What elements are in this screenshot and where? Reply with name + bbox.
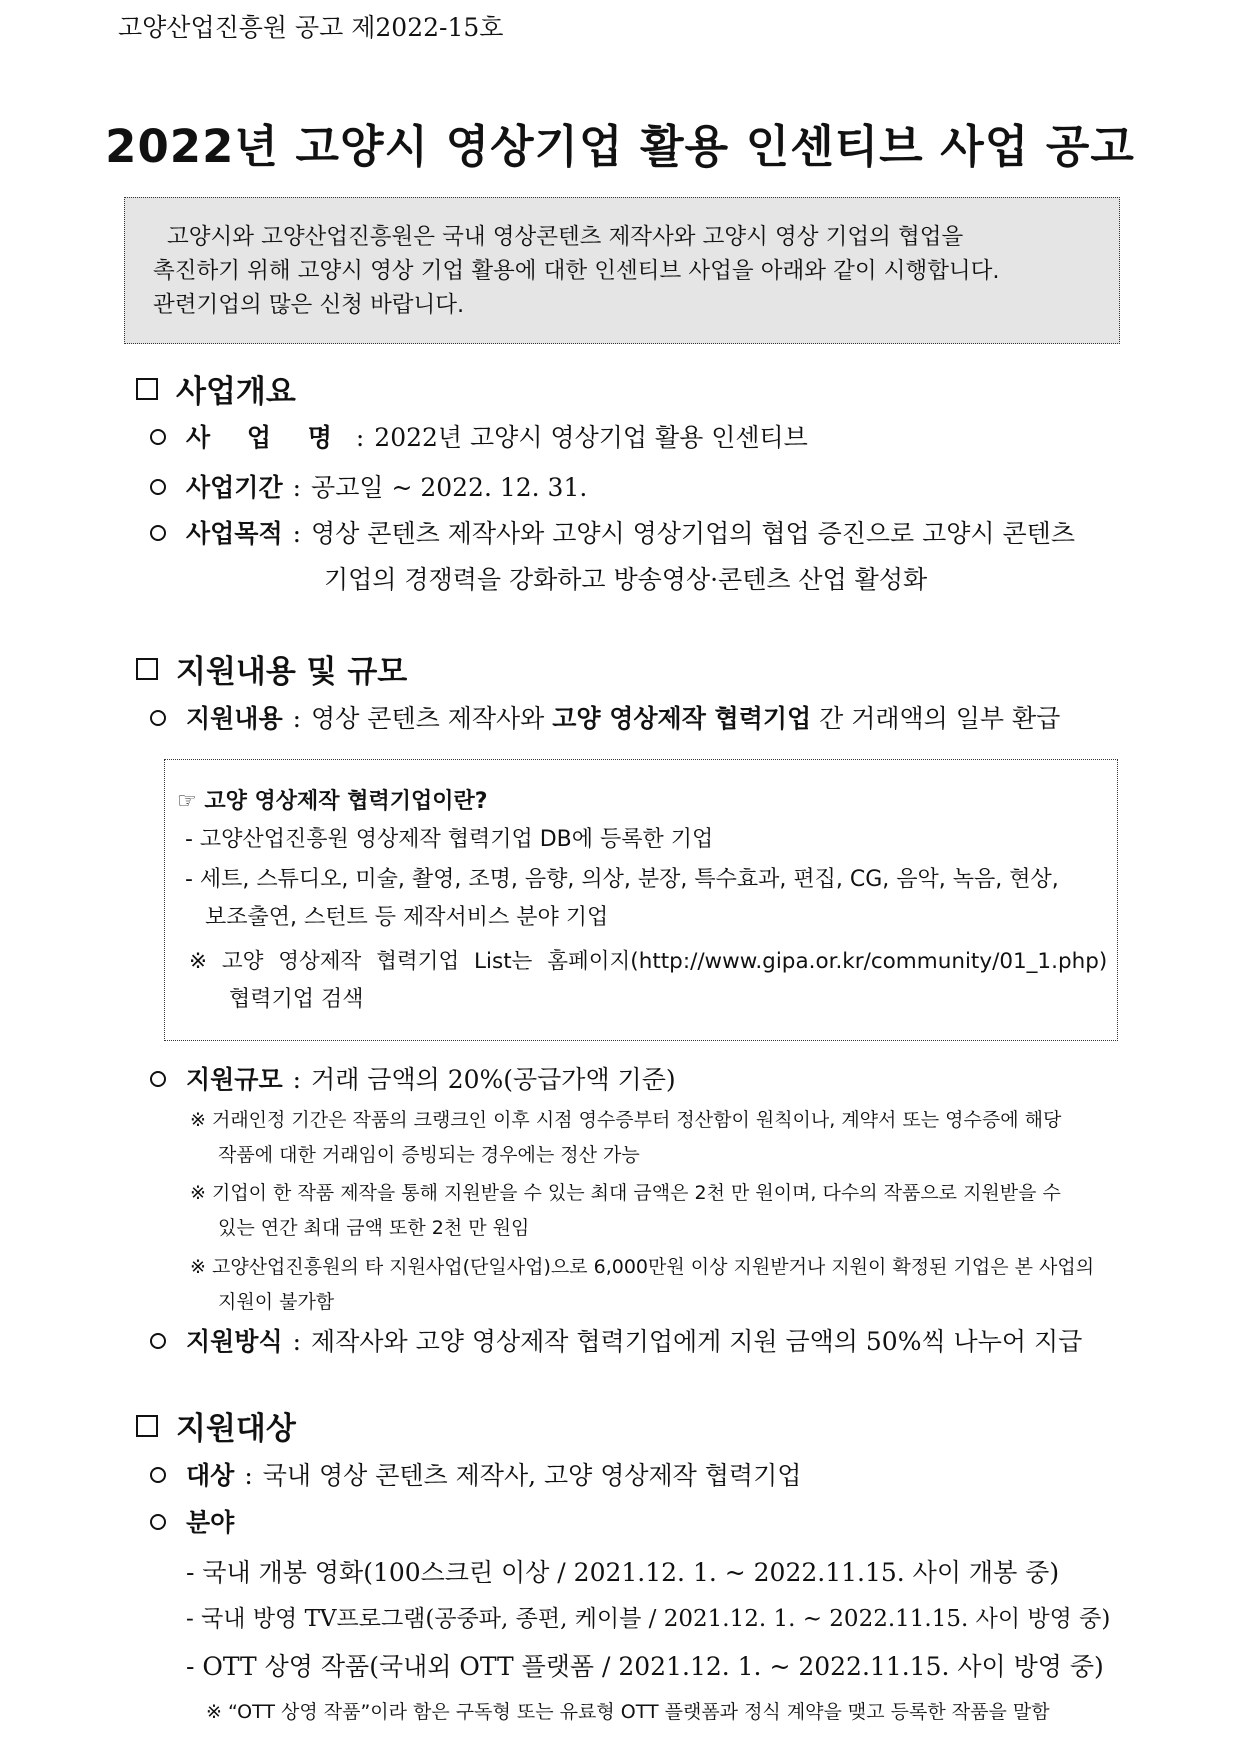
item-label: 분야	[186, 1508, 235, 1537]
intro-box	[124, 197, 1120, 344]
item-support-method	[150, 1322, 1082, 1358]
field-list-item: - OTT 상영 작품(국내외 OTT 플랫폼 / 2021.12. 1. ~ 2022.11.15. 사이 방영 중)	[186, 1652, 1104, 1681]
item-support-content	[150, 699, 1060, 735]
box-title: ☞ 고양 영상제작 협력기업이란?	[177, 789, 488, 814]
colon: :	[292, 519, 302, 548]
item-value: 국내 영상 콘텐츠 제작사, 고양 영상제작 협력기업	[262, 1461, 802, 1490]
note-line: ※ 고양산업진흥원의 타 지원사업(단일사업)으로 6,000만원 이상 지원받거나 지원이 확정된 기업은 본 사업의	[190, 1256, 1095, 1278]
section-heading-support	[136, 646, 407, 691]
circle-bullet-icon	[150, 525, 166, 541]
item-value: 거래 금액의 20%(공급가액 기준)	[311, 1065, 676, 1094]
item-value-emphasis: 고양 영상제작 협력기업	[552, 704, 812, 733]
field-list-item: - 국내 개봉 영화(100스크린 이상 / 2021.12. 1. ~ 2022.11.15. 사이 개봉 중)	[186, 1558, 1060, 1587]
colon: :	[292, 1327, 302, 1356]
section-heading-overview	[136, 366, 296, 411]
item-label: 사업기간	[186, 473, 283, 502]
item-label: 대상	[186, 1461, 235, 1490]
note-line: 작품에 대한 거래임이 증빙되는 경우에는 정산 가능	[218, 1144, 640, 1166]
item-project-period	[150, 468, 587, 504]
item-label: 지원규모	[186, 1065, 283, 1094]
item-label: 지원방식	[186, 1327, 283, 1356]
circle-bullet-icon	[150, 429, 166, 445]
colon: :	[355, 423, 365, 452]
circle-bullet-icon	[150, 710, 166, 726]
colon: :	[292, 704, 302, 733]
box-note: ※ 고양 영상제작 협력기업 List는 홈페이지(http://www.gipa.or.kr/community/01_1.php)	[189, 949, 1108, 974]
circle-bullet-icon	[150, 1514, 166, 1530]
checkbox-square-icon	[136, 378, 158, 400]
item-value: 2022년 고양시 영상기업 활용 인센티브	[374, 423, 808, 452]
checkbox-square-icon	[136, 1415, 158, 1437]
item-value: 간 거래액의 일부 환급	[819, 704, 1061, 733]
item-project-purpose	[150, 514, 1075, 550]
box-line: 보조출연, 스턴트 등 제작서비스 분야 기업	[205, 905, 609, 930]
colon: :	[292, 473, 302, 502]
item-value: 공고일 ~ 2022. 12. 31.	[311, 473, 588, 502]
colon: :	[292, 1065, 302, 1094]
circle-bullet-icon	[150, 1467, 166, 1483]
section-heading-text: 사업개요	[176, 374, 296, 410]
section-heading-text: 지원대상	[176, 1411, 296, 1447]
note-line: 있는 연간 최대 금액 또한 2천 만 원임	[218, 1217, 530, 1239]
partner-definition-box	[164, 759, 1118, 1041]
item-label: 지원내용	[186, 704, 283, 733]
intro-line-3: 관련기업의 많은 신청 바랍니다.	[153, 292, 465, 318]
circle-bullet-icon	[150, 479, 166, 495]
box-line: 협력기업 검색	[229, 987, 364, 1012]
note-line: 지원이 불가함	[218, 1291, 335, 1313]
item-target	[150, 1456, 801, 1492]
circle-bullet-icon	[150, 1333, 166, 1349]
circle-bullet-icon	[150, 1071, 166, 1087]
document-number: 고양산업진흥원 공고 제2022-15호	[118, 13, 504, 42]
item-value: 제작사와 고양 영상제작 협력기업에게 지원 금액의 50%씩 나누어 지급	[311, 1327, 1083, 1356]
checkbox-square-icon	[136, 658, 158, 680]
item-label: 사 업 명	[186, 423, 346, 452]
item-value: 영상 콘텐츠 제작사와	[311, 704, 545, 733]
note-line: ※ 거래인정 기간은 작품의 크랭크인 이후 시점 영수증부터 정산함이 원칙이나, 계약서 또는 영수증에 해당	[190, 1109, 1062, 1131]
item-label: 사업목적	[186, 519, 283, 548]
item-value: 영상 콘텐츠 제작사와 고양시 영상기업의 협업 증진으로 고양시 콘텐츠	[311, 519, 1075, 548]
ott-note: ※ “OTT 상영 작품”이라 함은 구독형 또는 유료형 OTT 플랫폼과 정식 계약을 맺고 등록한 작품을 말함	[206, 1701, 1050, 1723]
item-field	[150, 1503, 234, 1539]
page-title: 2022년 고양시 영상기업 활용 인센티브 사업 공고	[105, 120, 1135, 173]
item-support-scale	[150, 1060, 676, 1096]
intro-line-2: 촉진하기 위해 고양시 영상 기업 활용에 대한 인센티브 사업을 아래와 같이 시행합니다.	[153, 258, 1000, 284]
box-line: - 고양산업진흥원 영상제작 협력기업 DB에 등록한 기업	[185, 827, 714, 852]
section-heading-target	[136, 1403, 296, 1448]
note-line: ※ 기업이 한 작품 제작을 통해 지원받을 수 있는 최대 금액은 2천 만 원이며, 다수의 작품으로 지원받을 수	[190, 1182, 1061, 1204]
intro-line-1: 고양시와 고양산업진흥원은 국내 영상콘텐츠 제작사와 고양시 영상 기업의 협업을	[167, 224, 964, 250]
colon: :	[244, 1461, 253, 1490]
section-heading-text: 지원내용 및 규모	[176, 654, 408, 690]
field-list-item: - 국내 방영 TV프로그램(공중파, 종편, 케이블 / 2021.12. 1. ~ 2022.11.15. 사이 방영 중)	[186, 1606, 1111, 1632]
item-project-name	[150, 418, 808, 454]
box-line: - 세트, 스튜디오, 미술, 촬영, 조명, 음향, 의상, 분장, 특수효과, 편집, CG, 음악, 녹음, 현상,	[185, 867, 1059, 892]
item-purpose-continued: 기업의 경쟁력을 강화하고 방송영상·콘텐츠 산업 활성화	[324, 565, 928, 594]
